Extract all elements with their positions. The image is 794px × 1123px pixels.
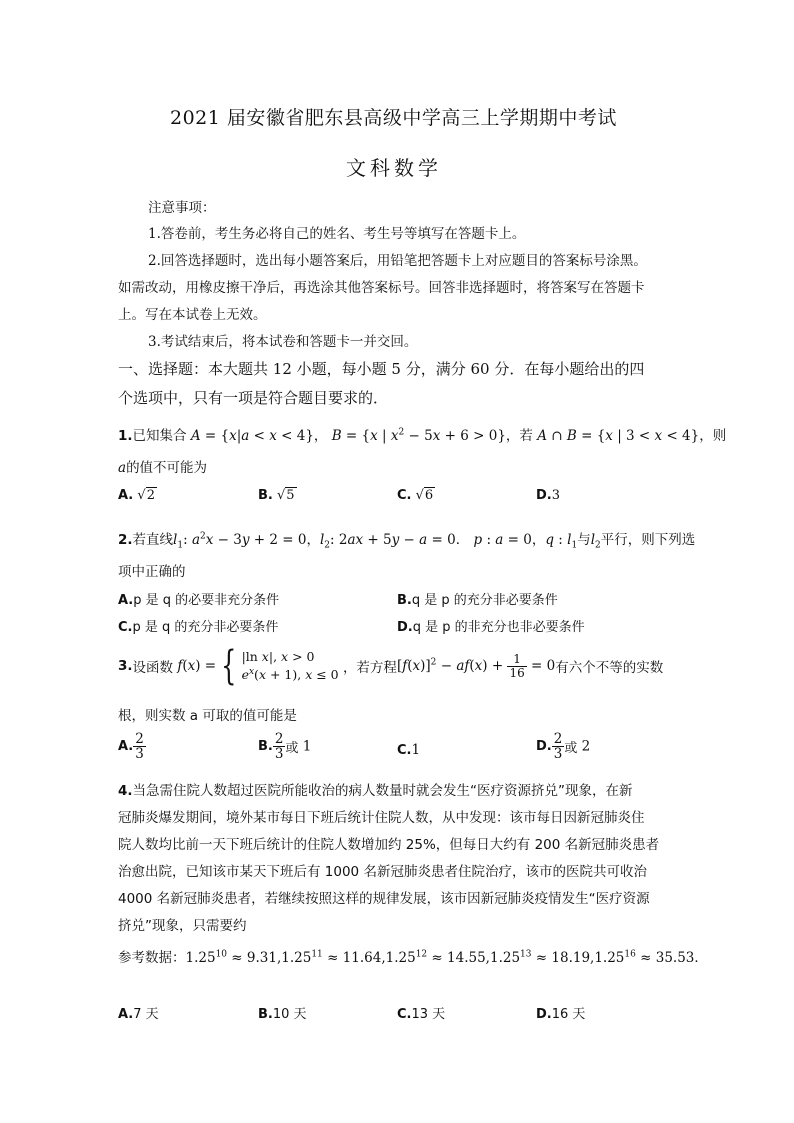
q4-option-a-text: 7 天 xyxy=(133,1007,159,1022)
q1-option-d-value: 3 xyxy=(551,488,561,503)
notice-item-1: 1.答卷前，考生务必将自己的姓名、考生号等填写在答题卡上。 xyxy=(148,226,526,242)
q2-option-a-text: p 是 q 的必要非充分条件 xyxy=(133,593,280,608)
question-3-number: 3. xyxy=(118,658,133,674)
question-4-line-1 xyxy=(118,779,633,799)
q4-option-b[interactable] xyxy=(258,1003,307,1022)
q2-option-b-label: B. xyxy=(397,593,412,608)
q3-option-d-two: 2 xyxy=(577,738,591,755)
q2-option-c-text: p 是 q 的充分非必要条件 xyxy=(132,620,279,635)
q3-option-b-or: 或 xyxy=(285,741,299,757)
question-4-line-4: 治愈出院，已知该市某天下班后有 1000 名新冠肺炎患者住院治疗，该市的医院共可收治 xyxy=(118,864,647,880)
question-2-text-a: 若直线 xyxy=(132,532,174,548)
q3-option-d[interactable] xyxy=(536,732,590,761)
equation-expression: $[f(x)]^2 - af(x)$ + xyxy=(396,657,508,675)
question-3-text-a: 设函数 xyxy=(132,660,174,676)
question-2-text-b: 平行，则下列选 xyxy=(600,532,696,548)
q3-option-a[interactable] xyxy=(118,732,146,761)
question-1-number: 1. xyxy=(118,428,133,444)
q1-option-c-value: 6 xyxy=(424,488,434,503)
set-a-expression: A = {x|a < x < 4} xyxy=(190,428,314,444)
q4-option-c-text: 13 天 xyxy=(411,1007,446,1022)
notice-item-2-line-1: 2.回答选择题时，选出每小题答案后，用铅笔把答题卡上对应题目的答案标号涂黑。 xyxy=(148,253,647,269)
q4-option-c[interactable] xyxy=(397,1003,445,1022)
intersection-expression: A ∩ B = {x | 3 < x < 4} xyxy=(537,428,700,444)
q1-option-a-label: A. xyxy=(118,488,134,503)
q1-option-d-label: D. xyxy=(536,488,552,503)
q2-option-d-text: q 是 p 的非充分也非必要条件 xyxy=(412,620,585,635)
q4-option-d-text: 16 天 xyxy=(551,1007,586,1022)
q2-option-d[interactable] xyxy=(397,616,585,635)
q2-option-d-label: D. xyxy=(397,620,413,635)
q2-option-a[interactable] xyxy=(118,589,279,608)
question-4-line-6: 挤兑”现象，只需要约 xyxy=(118,918,247,934)
fraction-2-3: $\frac{2}{3}$ xyxy=(135,731,144,763)
q4-option-a[interactable] xyxy=(118,1003,159,1022)
section-heading-line-2: 个选项中，只有一项是符合题目要求的． xyxy=(118,389,389,407)
notice-heading: 注意事项： xyxy=(148,200,216,216)
q4-option-b-text: 10 天 xyxy=(272,1007,307,1022)
q3-option-c[interactable] xyxy=(397,742,420,758)
exam-title: 2021 届安徽省肥东县高级中学高三上学期期中考试 xyxy=(170,107,617,129)
q1-option-b-label: B. xyxy=(258,488,273,503)
q3-option-d-label: D. xyxy=(536,739,552,755)
question-4-line-5: 4000 名新冠肺炎患者，若继续按照这样的规律发展，该市因新冠肺炎疫情发生“医疗资源 xyxy=(118,891,650,907)
reference-data xyxy=(118,946,708,966)
q1-option-a[interactable] xyxy=(118,488,157,503)
question-4-line-1-text: 当急需住院人数超过医院所能收治的病人数量时就会发生“医疗资源挤兑”现象，在新 xyxy=(132,783,633,799)
q4-option-a-label: A. xyxy=(118,1007,134,1022)
q3-option-c-value: 1 xyxy=(411,742,421,758)
question-3-line-1 xyxy=(118,643,664,689)
set-b-expression: B = {x | $x^2 - 5x + 6 > 0$} xyxy=(331,427,506,444)
q3-option-d-or: 或 xyxy=(564,741,578,757)
question-4-line-2: 冠肺炎爆发期间，境外某市每日下班后统计住院人数，从中发现：该市每日因新冠肺炎住 xyxy=(118,810,645,826)
question-3-text-c: 有六个不等的实数 xyxy=(555,660,664,676)
q1-option-c[interactable] xyxy=(397,488,435,503)
question-4-line-3: 院人数均比前一天下班后统计的住院人数增加约 25%，但每日大约有 200 名新冠肺炎患者 xyxy=(118,837,660,853)
q1-option-d[interactable] xyxy=(536,488,560,503)
q3-option-b-one: 1 xyxy=(298,738,312,755)
q1-option-c-label: C. xyxy=(397,488,412,503)
q2-option-c[interactable] xyxy=(118,616,278,635)
notice-item-2-line-2: 如需改动，用橡皮擦干净后，再选涂其他答案标号。回答非选择题时，将答案写在答题卡 xyxy=(118,280,645,296)
q2-option-b-text: q 是 p 的充分非必要条件 xyxy=(411,593,558,608)
question-1-text-b2: ，若 xyxy=(505,428,533,444)
question-1-text-c: ，则 xyxy=(699,428,727,444)
brace-icon: { xyxy=(221,643,237,689)
notice-item-3: 3.考试结束后，将本试卷和答题卡一并交回。 xyxy=(148,334,418,350)
q4-option-b-label: B. xyxy=(258,1007,273,1022)
question-2-line-2: 项中正确的 xyxy=(118,564,186,580)
fraction-2-3: $\frac{2}{3}$ xyxy=(553,731,563,763)
function-definition: f(x) = xyxy=(177,658,217,674)
question-3-text-b: ，若方程 xyxy=(342,660,397,676)
fraction-1-16: $\frac{1}{16}$ xyxy=(509,651,525,680)
section-heading-line-1: 一、选择题：本大题共 12 小题，每小题 5 分，满分 60 分．在每小题给出的四 xyxy=(118,360,645,378)
sqrt-icon: √6 xyxy=(415,488,434,503)
q1-option-b[interactable] xyxy=(258,488,297,503)
reference-data-label: 参考数据： xyxy=(118,950,186,966)
question-1-text-a: 已知集合 xyxy=(132,428,187,444)
question-1-line-2 xyxy=(118,456,207,476)
q3-option-b-label: B. xyxy=(258,739,273,755)
question-1-line-2-text: 的值不可能为 xyxy=(126,460,208,476)
q1-option-b-value: 5 xyxy=(286,488,295,503)
variable-a: a xyxy=(118,460,127,476)
question-2-number: 2. xyxy=(118,532,133,548)
question-3-line-2: 根，则实数 a 可取的值可能是 xyxy=(118,708,297,724)
q2-option-b[interactable] xyxy=(397,589,558,608)
q3-option-c-label: C. xyxy=(397,743,412,758)
q4-option-d-label: D. xyxy=(536,1007,552,1022)
reference-data-values: $1.25^{10} \approx 9.31,1.25^{11} \approx 11.64,1.25^{12} \approx 14.55,1.25^{13} \approx 18.19,1.25^{16} \approx 35.53$． xyxy=(185,949,708,966)
notice-item-2-line-3: 上。写在本试卷上无效。 xyxy=(118,307,267,323)
q3-option-a-label: A. xyxy=(118,739,134,755)
sqrt-icon: √5 xyxy=(277,488,295,503)
q2-option-c-label: C. xyxy=(118,620,133,635)
question-2-line-1 xyxy=(118,528,695,551)
question-1-line-1: 1.已知集合 A = {x|a < x < 4}， B = {x | $x^2 - 5x + 6 > 0$}，若 A ∩ B = {x | 3 < x < 4}，则 xyxy=(118,427,727,444)
question-4-number: 4. xyxy=(118,783,133,799)
equals-zero: = 0 xyxy=(526,658,556,674)
q2-option-a-label: A. xyxy=(118,593,134,608)
q3-option-b[interactable] xyxy=(258,732,311,761)
sqrt-icon: √2 xyxy=(137,488,155,503)
q4-option-c-label: C. xyxy=(397,1007,412,1022)
fraction-2-3: $\frac{2}{3}$ xyxy=(274,731,284,763)
q4-option-d[interactable] xyxy=(536,1003,585,1022)
piecewise-cases: |ln x|, x > 0 $e^x(x + 1)$, x ≤ 0 xyxy=(241,648,339,683)
line-equations: $l_1$: $a^2x - 3y + 2 = 0$，$l_2$: 2ax + 5y − a = 0． p : a = 0，q : $l_1$与$l_2$ xyxy=(173,531,601,551)
q1-option-a-value: 2 xyxy=(146,488,155,503)
exam-subtitle: 文科数学 xyxy=(346,156,442,180)
